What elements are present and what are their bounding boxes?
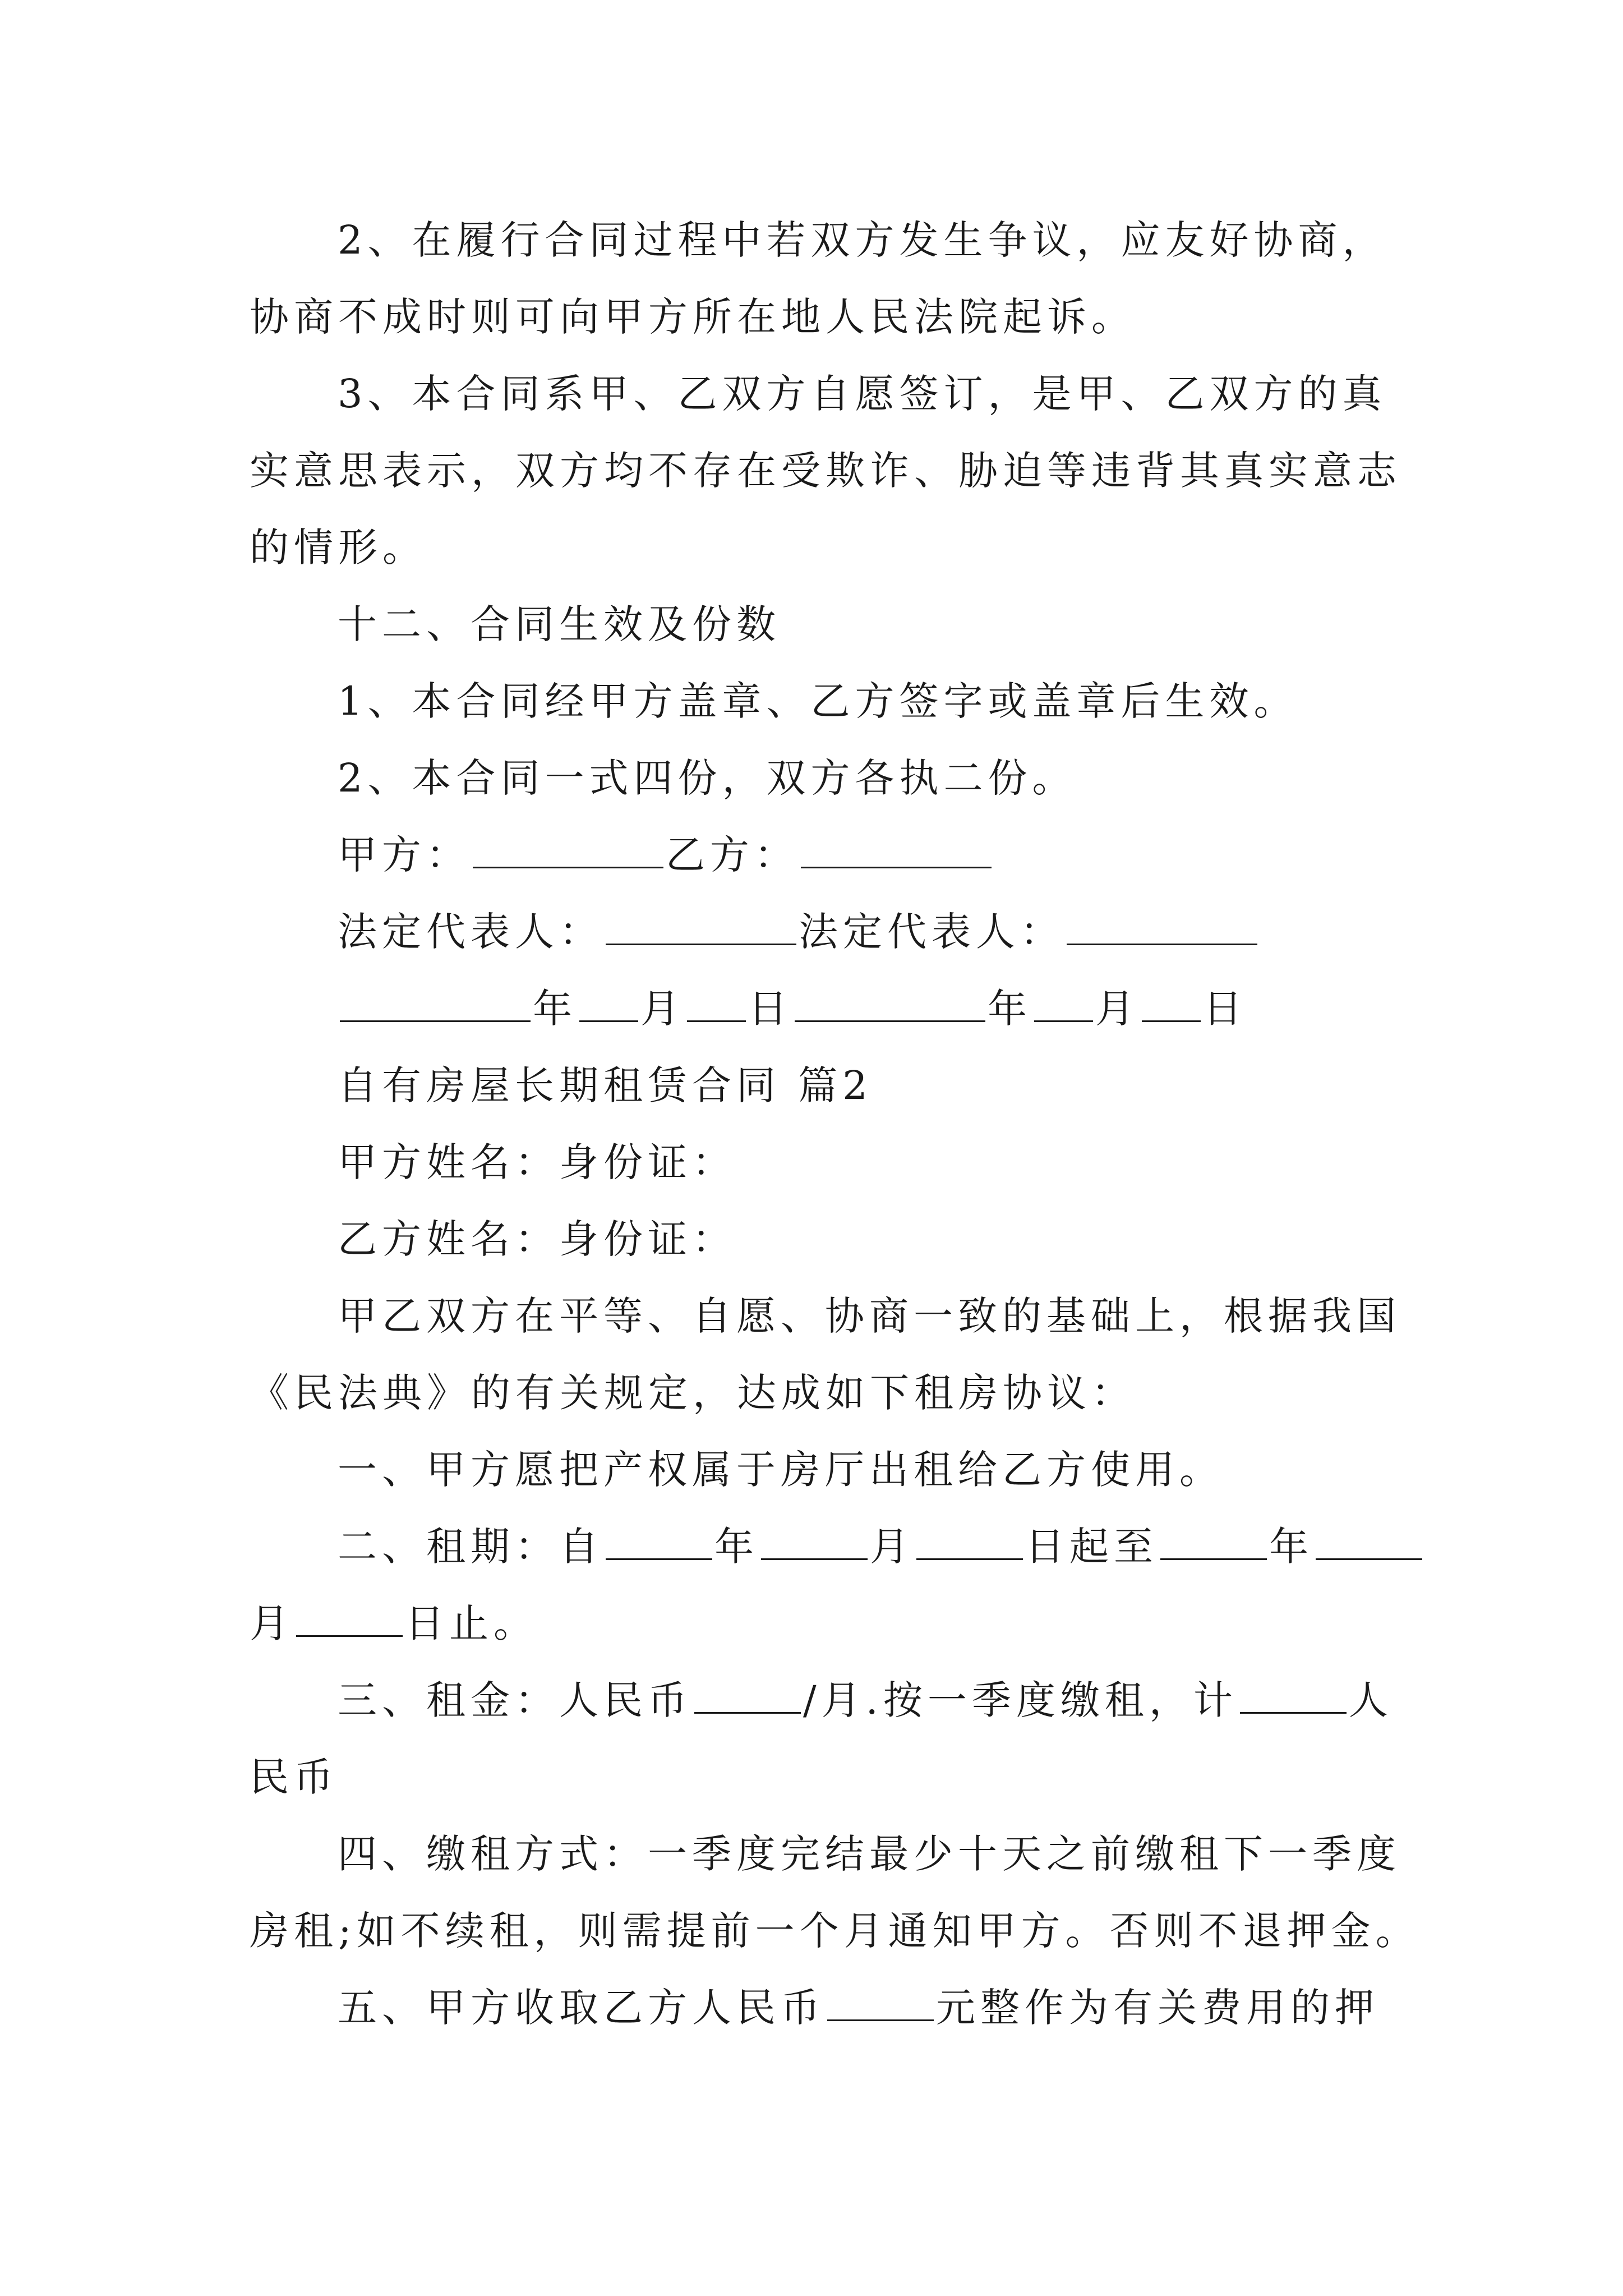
month-label: 月: [640, 986, 685, 1032]
rep-a-label: 法定代表人：: [338, 909, 603, 955]
text: 月: [870, 1524, 914, 1570]
paragraph-line: [250, 1749, 338, 1805]
rep-a-blank: [606, 912, 796, 945]
month-blank: [579, 989, 638, 1022]
month-blank: [1034, 989, 1093, 1022]
paragraph-line: [338, 1980, 1379, 2036]
blank: [827, 1988, 934, 2021]
blank: [1240, 1681, 1347, 1714]
rep-b-label: 法定代表人：: [799, 909, 1064, 955]
text: 十二、合同生效及份数: [338, 601, 781, 647]
text: 二、租期：自: [338, 1524, 603, 1570]
paragraph-line: [338, 750, 1077, 806]
paragraph-line: [338, 1442, 1224, 1498]
text: 年: [1269, 1524, 1313, 1570]
text: 协商不成时则可向甲方所在地人民法院起诉。: [250, 294, 1136, 340]
signature-line-dates: [338, 981, 1247, 1037]
text: 实意思表示，双方均不存在受欺诈、胁迫等违背其真实意志: [250, 448, 1401, 494]
day-label: 日: [748, 986, 792, 1032]
text: 2、本合同一式四份，双方各执二份。: [338, 755, 1077, 801]
signature-line-representatives: [338, 904, 1260, 960]
text: 甲方姓名：身份证：: [338, 1139, 736, 1185]
paragraph-line: [250, 1595, 538, 1651]
document-title: [338, 1057, 873, 1114]
paragraph-line: [338, 1211, 736, 1267]
text: 年: [714, 1524, 759, 1570]
year-blank: [340, 989, 531, 1022]
text: 甲乙双方在平等、自愿、协商一致的基础上，根据我国: [338, 1293, 1401, 1339]
paragraph-line: [250, 443, 1401, 499]
text: 的情形。: [250, 524, 427, 570]
blank: [296, 1604, 403, 1637]
party-a-label: 甲方：: [338, 832, 471, 878]
text: /月.按一季度缴租，计: [803, 1677, 1238, 1723]
signature-line-parties: [338, 827, 994, 883]
text: 月: [250, 1600, 294, 1646]
text: 3、本合同系甲、乙双方自愿签订，是甲、乙双方的真: [338, 371, 1387, 417]
text: 民币: [250, 1754, 338, 1800]
paragraph-line: [338, 1134, 736, 1190]
text: 元整作为有关费用的押: [936, 1985, 1379, 2031]
blank: [694, 1681, 801, 1714]
paragraph-line: [338, 1288, 1401, 1344]
paragraph-line: [338, 1672, 1393, 1728]
blank: [761, 1527, 868, 1560]
year-label: 年: [988, 986, 1032, 1032]
text: 自有房屋长期租赁合同 篇2: [338, 1062, 873, 1108]
text: 三、租金：人民币: [338, 1677, 692, 1723]
text: 一、甲方愿把产权属于房厅出租给乙方使用。: [338, 1447, 1224, 1493]
paragraph-line: [250, 289, 1136, 345]
paragraph-line: [250, 1903, 1420, 1959]
blank: [606, 1527, 712, 1560]
day-blank: [687, 989, 746, 1022]
month-label: 月: [1095, 986, 1140, 1032]
rep-b-blank: [1067, 912, 1257, 945]
paragraph-line: [338, 1519, 1424, 1575]
paragraph-line: [338, 366, 1387, 422]
text: 房租;如不续租，则需提前一个月通知甲方。否则不退押金。: [250, 1908, 1420, 1954]
section-heading: [338, 596, 781, 652]
blank: [1316, 1527, 1422, 1560]
year-label: 年: [533, 986, 577, 1032]
text: 《民法典》的有关规定，达成如下租房协议：: [250, 1370, 1136, 1416]
year-blank: [795, 989, 985, 1022]
text: 日止。: [405, 1600, 538, 1646]
paragraph-line: [250, 519, 427, 576]
paragraph-line: [338, 212, 1387, 268]
text: 2、在履行合同过程中若双方发生争议，应友好协商，: [338, 217, 1387, 263]
day-label: 日: [1203, 986, 1247, 1032]
party-b-blank: [801, 835, 992, 868]
paragraph-line: [250, 1365, 1136, 1421]
blank: [1160, 1527, 1267, 1560]
party-b-label: 乙方：: [666, 832, 799, 878]
paragraph-line: [338, 1826, 1401, 1882]
paragraph-line: [338, 673, 1298, 729]
text: 人: [1348, 1677, 1393, 1723]
text: 四、缴租方式：一季度完结最少十天之前缴租下一季度: [338, 1831, 1401, 1877]
text: 五、甲方收取乙方人民币: [338, 1985, 825, 2031]
day-blank: [1142, 989, 1201, 1022]
blank: [916, 1527, 1023, 1560]
text: 日起至: [1025, 1524, 1158, 1570]
party-a-blank: [473, 835, 663, 868]
text: 1、本合同经甲方盖章、乙方签字或盖章后生效。: [338, 678, 1298, 724]
text: 乙方姓名：身份证：: [338, 1216, 736, 1262]
